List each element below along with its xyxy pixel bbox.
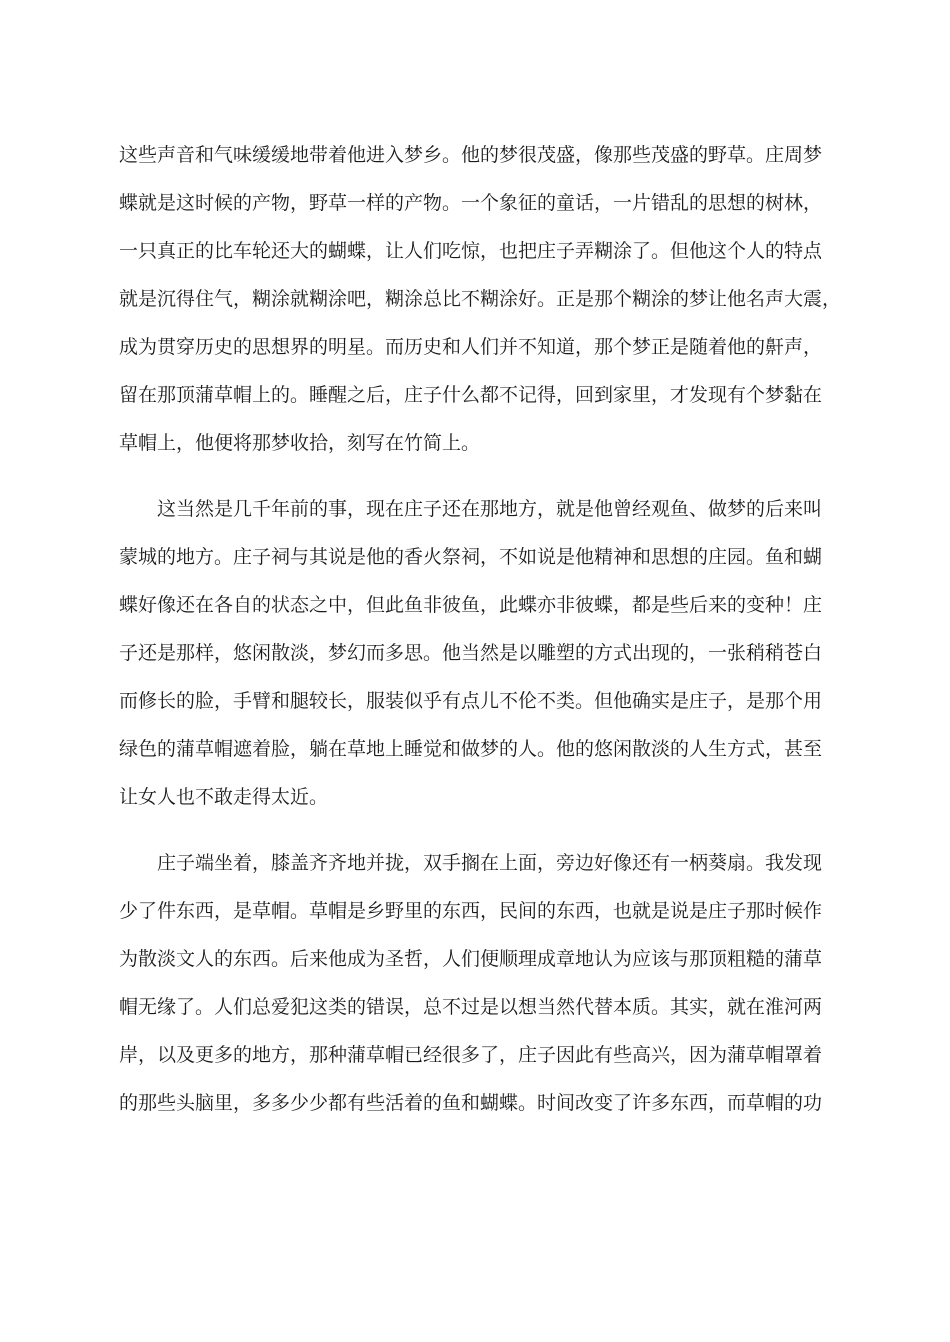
paragraph-line: 岸，以及更多的地方，那种蒲草帽已经很多了，庄子因此有些高兴，因为蒲草帽罩着: [119, 1044, 823, 1066]
paragraph-line: 为散淡文人的东西。后来他成为圣哲，人们便顺理成章地认为应该与那顶粗糙的蒲草: [119, 948, 823, 970]
paragraph-line: 帽无缘了。人们总爱犯这类的错误，总不过是以想当然代替本质。其实，就在淮河两: [119, 996, 823, 1018]
paragraph-line: 这当然是几千年前的事，现在庄子还在那地方，就是他曾经观鱼、做梦的后来叫: [157, 498, 823, 520]
paragraph-line: 让女人也不敢走得太近。: [119, 786, 329, 808]
paragraph-line: 这些声音和气味缓缓地带着他进入梦乡。他的梦很茂盛，像那些茂盛的野草。庄周梦: [119, 144, 823, 166]
paragraph-line: 蒙城的地方。庄子祠与其说是他的香火祭祠，不如说是他精神和思想的庄园。鱼和蝴: [119, 546, 823, 568]
paragraph-line: 绿色的蒲草帽遮着脸，躺在草地上睡觉和做梦的人。他的悠闲散淡的人生方式，甚至: [119, 738, 823, 760]
paragraph-line: 少了件东西，是草帽。草帽是乡野里的东西，民间的东西，也就是说是庄子那时候作: [119, 900, 823, 922]
paragraph-line: 一只真正的比车轮还大的蝴蝶，让人们吃惊，也把庄子弄糊涂了。但他这个人的特点: [119, 240, 823, 262]
paragraph-line: 成为贯穿历史的思想界的明星。而历史和人们并不知道，那个梦正是随着他的鼾声，: [119, 336, 823, 358]
paragraph-line: 蝶好像还在各自的状态之中，但此鱼非彼鱼，此蝶亦非彼蝶，都是些后来的变种！庄: [119, 594, 823, 616]
paragraph-line: 草帽上，他便将那梦收拾，刻写在竹简上。: [119, 432, 481, 454]
paragraph-line: 留在那顶蒲草帽上的。睡醒之后，庄子什么都不记得，回到家里，才发现有个梦黏在: [119, 384, 823, 406]
paragraph-line: 就是沉得住气，糊涂就糊涂吧，糊涂总比不糊涂好。正是那个糊涂的梦让他名声大震，: [119, 288, 842, 310]
paragraph-line: 而修长的脸，手臂和腿较长，服装似乎有点儿不伦不类。但他确实是庄子，是那个用: [119, 690, 823, 712]
paragraph-line: 蝶就是这时候的产物，野草一样的产物。一个象征的童话，一片错乱的思想的树林，: [119, 192, 823, 214]
paragraph-line: 庄子端坐着，膝盖齐齐地并拢，双手搁在上面，旁边好像还有一柄葵扇。我发现: [157, 852, 823, 874]
paragraph-line: 的那些头脑里，多多少少都有些活着的鱼和蝴蝶。时间改变了许多东西，而草帽的功: [119, 1092, 823, 1114]
paragraph-line: 子还是那样，悠闲散淡，梦幻而多思。他当然是以雕塑的方式出现的，一张稍稍苍白: [119, 642, 823, 664]
